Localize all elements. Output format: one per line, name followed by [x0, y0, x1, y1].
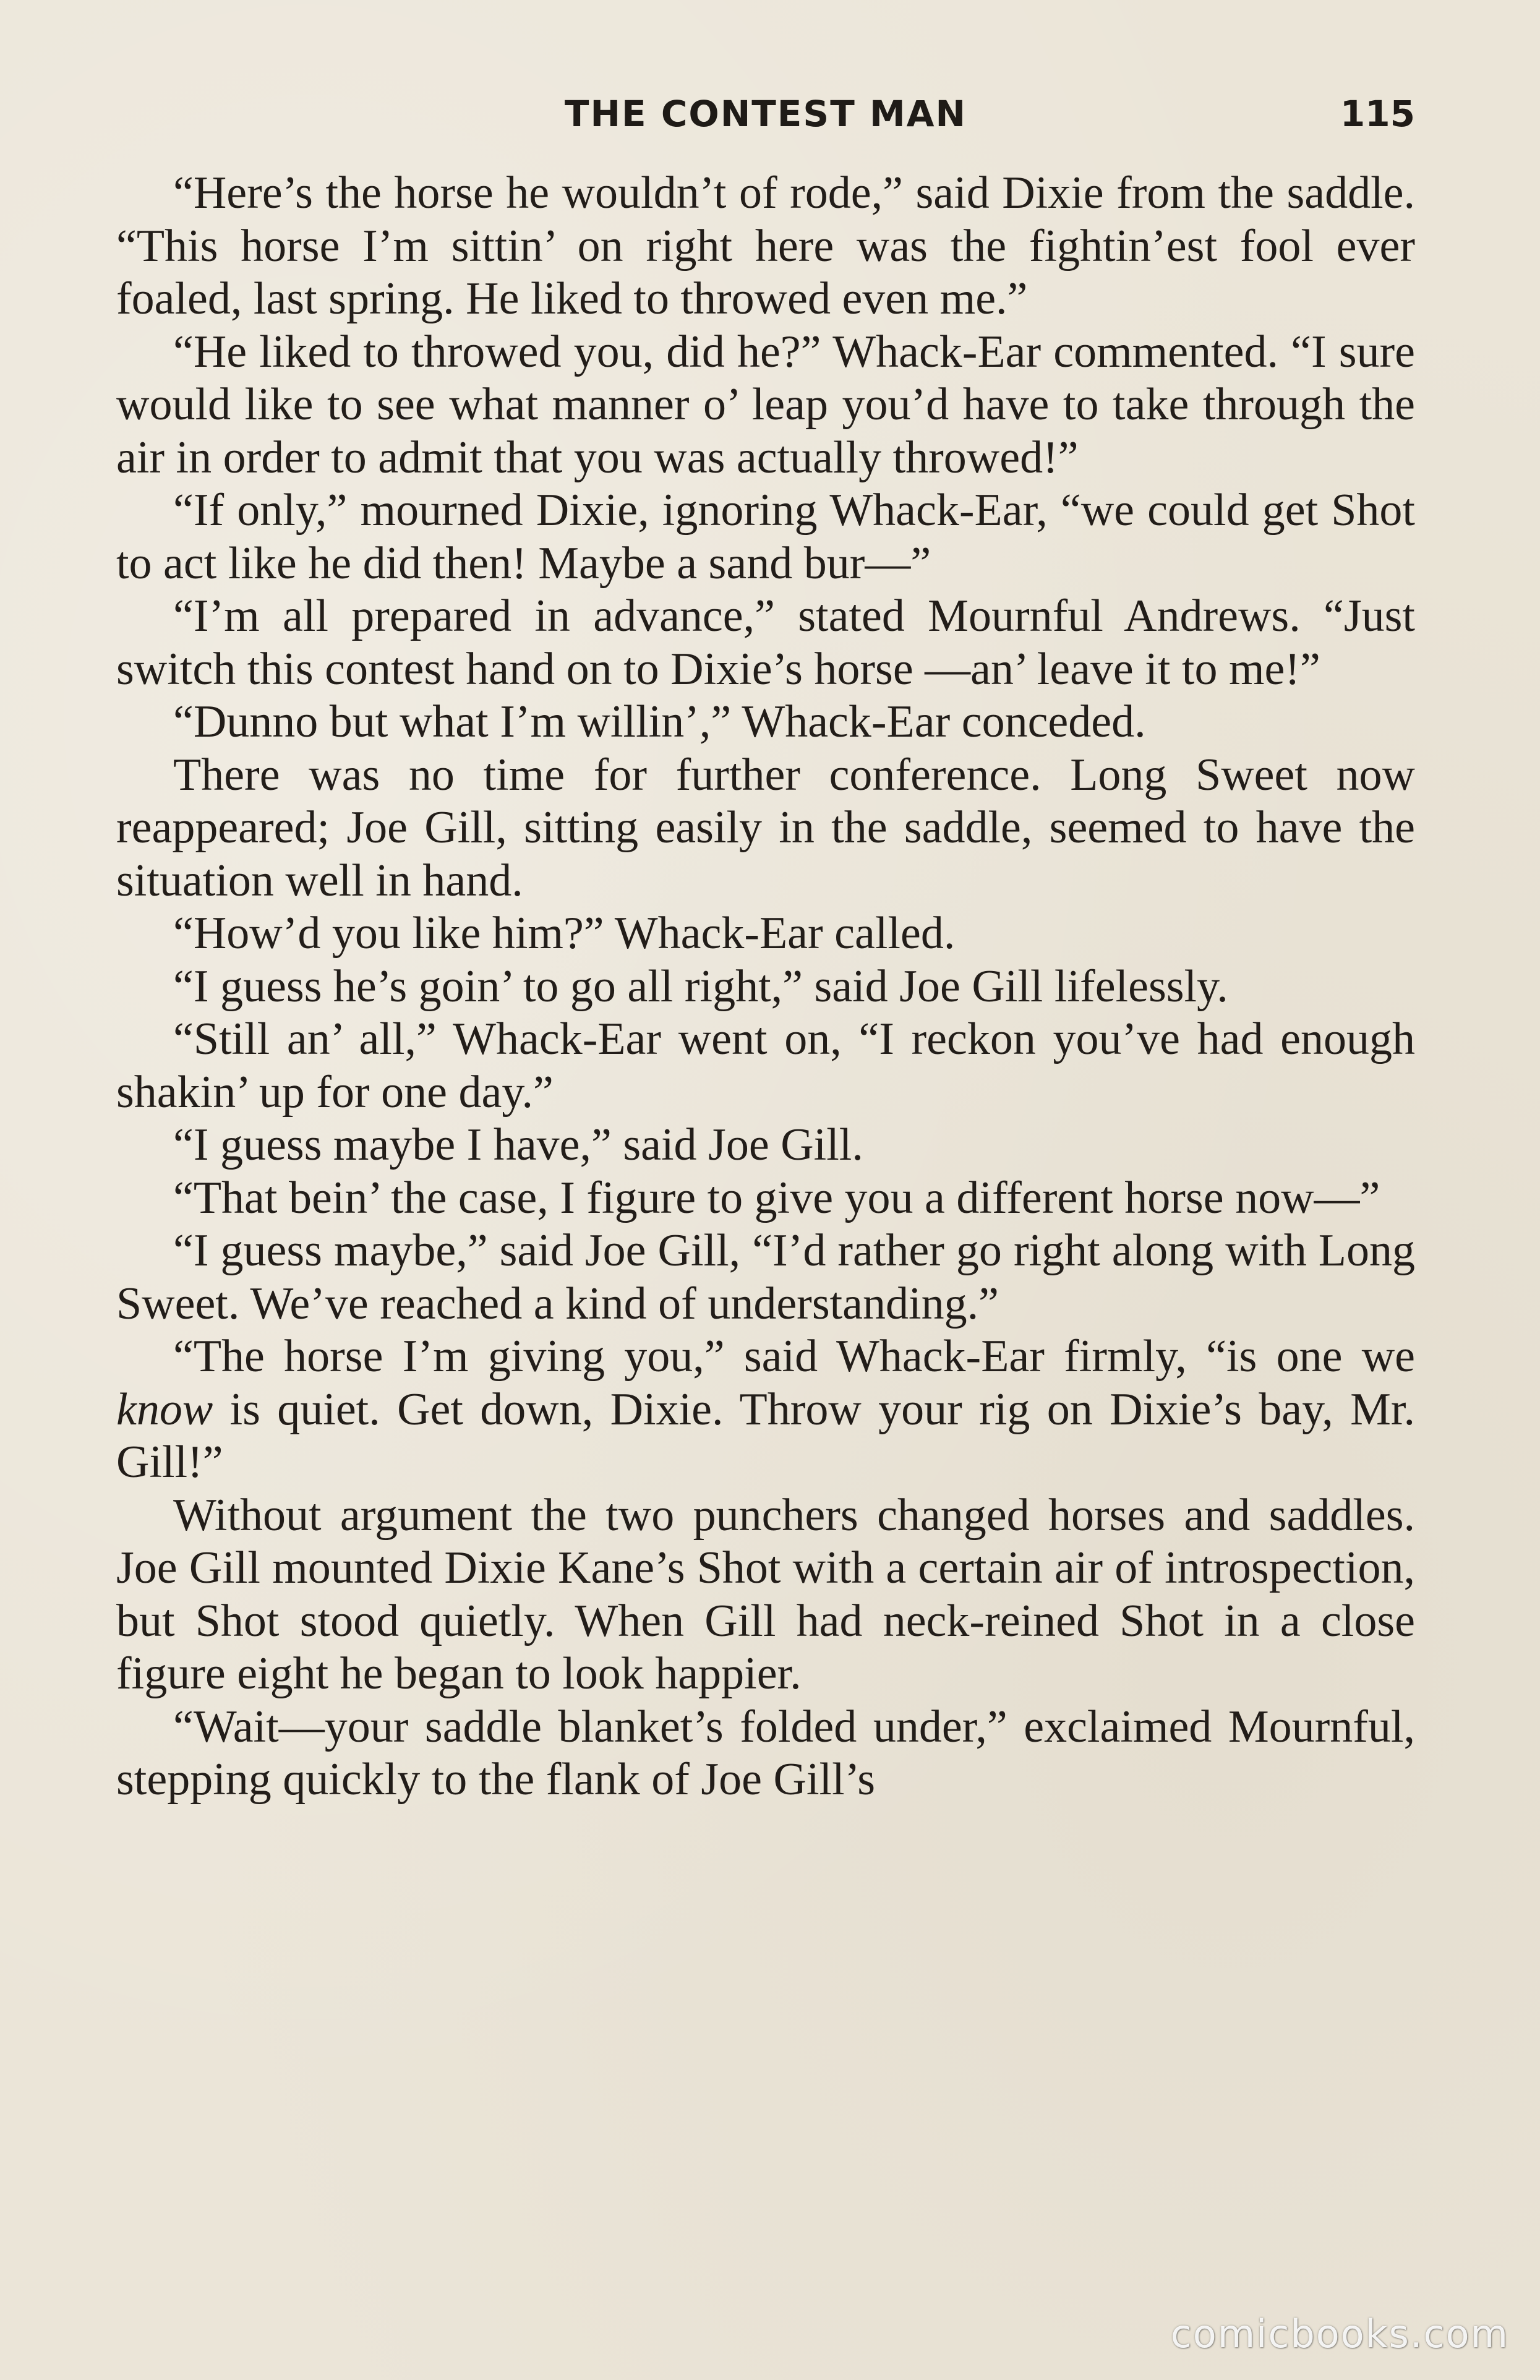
paragraph: [116, 1489, 1415, 1701]
paragraph: [116, 326, 1415, 485]
text-segment: “Here’s the horse he wouldn’t of rode,” said Dixie from the saddle. “This horse I’m sittin’ on right here was the fightin’est fool ever foaled, last spring. He liked to throwed even me.”: [116, 168, 1415, 324]
text-segment: “I guess maybe,” said Joe Gill, “I’d rather go right along with Long Sweet. We’ve reached a kind of understanding.”: [116, 1225, 1415, 1329]
text-segment: “I guess he’s goin’ to go all right,” said Joe Gill lifelessly.: [173, 961, 1228, 1012]
text-segment: “If only,” mourned Dixie, ignoring Whack-Ear, “we could get Shot to act like he did then! Maybe a sand bur—”: [116, 485, 1415, 589]
paragraph: [116, 167, 1415, 326]
paragraph: [116, 961, 1415, 1014]
text-segment: “That bein’ the case, I figure to give you a different horse now—”: [173, 1172, 1380, 1223]
paragraph: [116, 1119, 1415, 1172]
paragraph: [116, 1701, 1415, 1807]
page-number: 115: [1340, 93, 1415, 135]
paragraph: [116, 1172, 1415, 1225]
italic-text: know: [116, 1384, 213, 1435]
text-segment: “I guess maybe I have,” said Joe Gill.: [173, 1119, 863, 1170]
text-segment: “How’d you like him?” Whack-Ear called.: [173, 908, 956, 959]
paragraph: [116, 696, 1415, 749]
paragraph: [116, 749, 1415, 908]
paragraph: [116, 1225, 1415, 1330]
text-segment: “Still an’ all,” Whack-Ear went on, “I reckon you’ve had enough shakin’ up for one day.”: [116, 1014, 1415, 1118]
body-text: [116, 167, 1415, 1807]
text-segment: “Wait—your saddle blanket’s folded under,” exclaimed Mournful, stepping quickly to the flank of Joe Gill’s: [116, 1701, 1415, 1805]
running-title: THE CONTEST MAN: [564, 93, 967, 135]
paragraph: [116, 1330, 1415, 1489]
text-segment: There was no time for further conference. Long Sweet now reappeared; Joe Gill, sitting easily in the saddle, seemed to have the situation well in hand.: [116, 749, 1415, 906]
running-head: [116, 93, 1415, 148]
paragraph: [116, 484, 1415, 590]
text-segment: “I’m all prepared in advance,” stated Mournful Andrews. “Just switch this contest hand on to Dixie’s horse —an’ leave it to me!”: [116, 591, 1415, 695]
text-segment: “He liked to throwed you, did he?” Whack-Ear commented. “I sure would like to see what manner o’ leap you’d have to take through the air in order to admit that you was actually throwed!”: [116, 326, 1415, 483]
text-segment: Without argument the two punchers changed horses and saddles. Joe Gill mounted Dixie Kane’s Shot with a certain air of introspection, but Shot stood quietly. When Gill had neck-reined Shot in a close figure eight he began to look happier.: [116, 1489, 1415, 1699]
paragraph: [116, 907, 1415, 961]
text-segment: is quiet. Get down, Dixie. Throw your rig on Dixie’s bay, Mr. Gill!”: [116, 1384, 1415, 1487]
watermark-text: comicbooks.com: [1170, 2311, 1509, 2356]
text-segment: “Dunno but what I’m willin’,” Whack-Ear conceded.: [173, 696, 1146, 747]
text-segment: “The horse I’m giving you,” said Whack-Ear firmly, “is one we: [173, 1331, 1415, 1382]
paragraph: [116, 590, 1415, 696]
paragraph: [116, 1013, 1415, 1119]
